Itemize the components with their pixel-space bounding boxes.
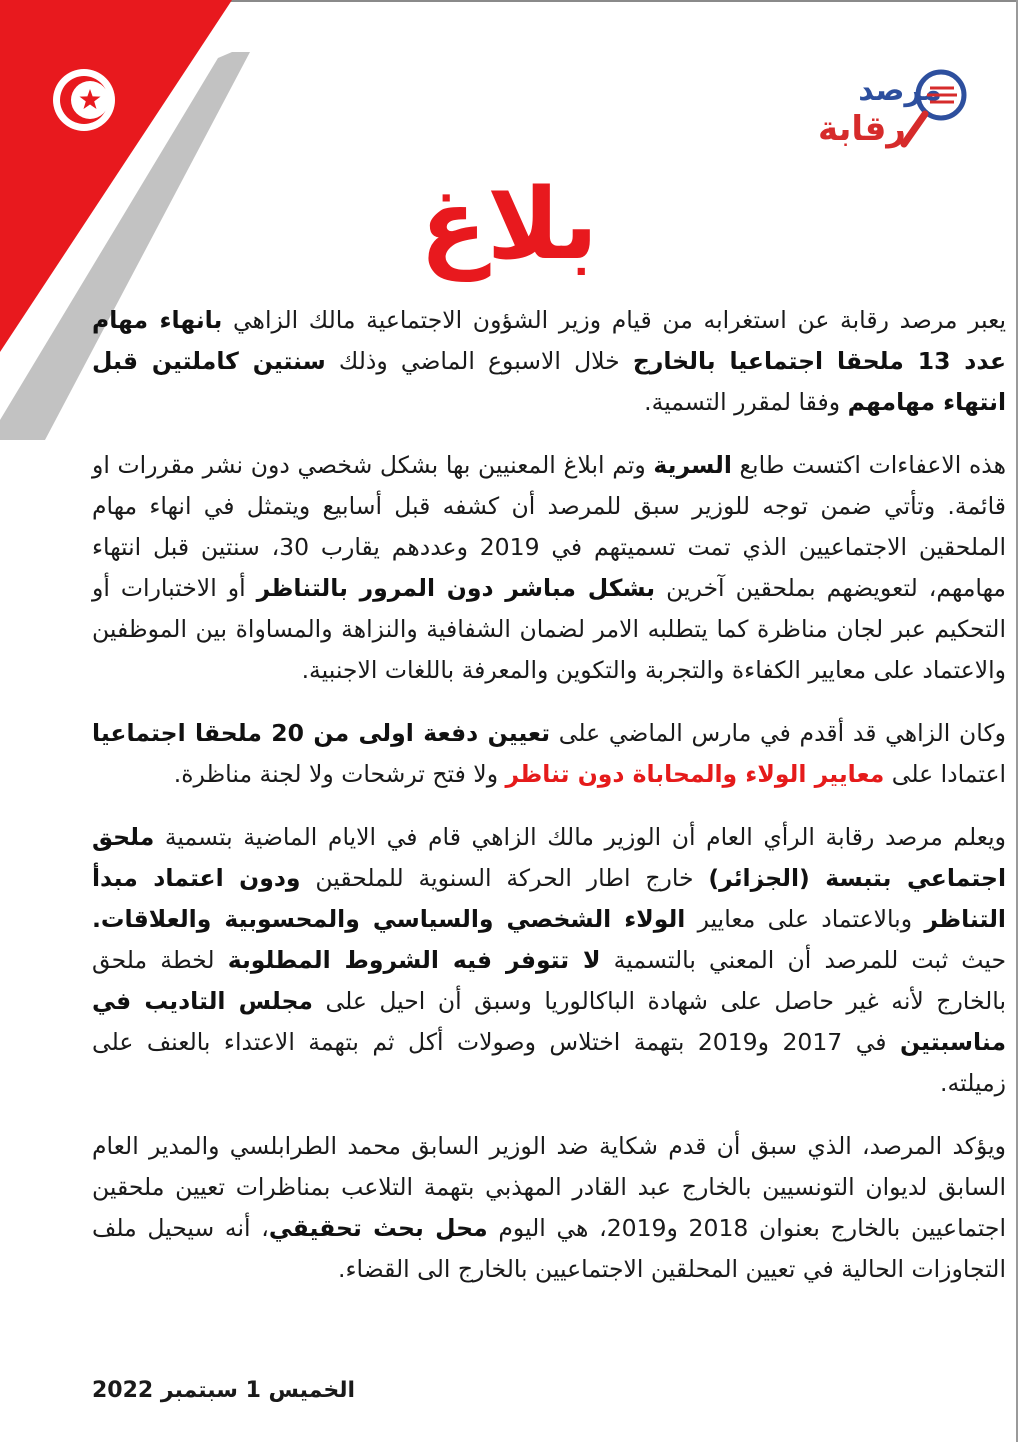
emphasis-text: الولاء الشخصي والسياسي والمحسوبية والعلاقات. — [92, 905, 686, 933]
emphasis-text: بانهاء مهام عدد 13 ملحقا اجتماعيا بالخارج — [92, 306, 1006, 375]
body-text: وكان الزاهي قد أقدم في مارس الماضي على — [550, 719, 1006, 747]
emphasis-text: محل بحث تحقيقي — [268, 1214, 488, 1242]
tunisia-flag-emblem-icon — [53, 69, 115, 131]
paragraph — [92, 817, 1006, 1104]
emphasis-text: ودون اعتماد مبدأ التناظر — [92, 864, 1006, 933]
paragraph — [92, 1126, 1006, 1290]
body-text: وتم ابلاغ المعنيين بها بشكل شخصي دون نشر مقررات او قائمة. وتأتي ضمن توجه للوزير سبق للمرصد أن كشفه قبل أسابيع ويتمثل في انهاء مهام الملحقين الاجتماعيين الذي تمت تسميتهم في 2019 وعددهم يقارب 30، سنتين قبل انتهاء مهامهم، لتعويضهم بملحقين آخرين — [92, 451, 1006, 602]
body-text: ويؤكد المرصد، الذي سبق أن قدم شكاية ضد الوزير السابق محمد الطرابلسي والمدير العام السابق لديوان التونسيين بالخارج عبد القادر المهذبي بتهمة التلاعب بمناظرات تعيين ملحقين اجتماعيين بالخارج بعنوان 2018 و2019، هي اليوم — [92, 1132, 1006, 1242]
document-date: الخميس 1 سبتمبر 2022 — [92, 1378, 356, 1403]
body-text: ويعلم مرصد رقابة الرأي العام أن الوزير مالك الزاهي قام في الايام الماضية بتسمية — [154, 823, 1006, 851]
paragraph — [92, 445, 1006, 691]
body-text: هذه الاعفاءات اكتست طابع — [731, 451, 1006, 479]
body-text: وبالاعتماد على معايير — [685, 905, 925, 933]
logo-line1: مرصد — [858, 73, 942, 108]
body-text: أو الاختبارات أو التحكيم عبر لجان مناظرة كما يتطلبه الامر لضمان الشفافية والنزاهة والمساواة بين الموظفين والاعتماد على معايير الكفاءة والتجربة والتكوين والمعرفة باللغات الاجنبية. — [92, 574, 1006, 684]
body-text: خلال الاسبوع الماضي وذلك — [325, 347, 633, 375]
marsad-raqaba-logo — [800, 62, 980, 152]
highlight-text: معايير الولاء والمحاباة دون تناظر — [505, 760, 885, 788]
emphasis-text: سنتين كاملتين قبل انتهاء مهامهم — [92, 347, 1006, 416]
body-text: اعتمادا على — [884, 760, 1006, 788]
document-title: بلاغ — [419, 168, 599, 282]
emphasis-text: مجلس التاديب في مناسبتين — [92, 987, 1007, 1056]
emphasis-text: ملحق اجتماعي بتبسة (الجزائر) — [92, 823, 1006, 892]
paragraph — [92, 713, 1006, 795]
emphasis-text: لا تتوفر فيه الشروط المطلوبة — [227, 946, 601, 974]
body-text: لخطة ملحق بالخارج لأنه غير حاصل على شهادة الباكالوريا وسبق أن احيل على — [92, 946, 1006, 1015]
emphasis-text: بشكل مباشر دون المرور بالتناظر — [256, 574, 656, 602]
paragraph — [92, 300, 1006, 423]
body-text: وفقا لمقرر التسمية. — [644, 388, 848, 416]
emphasis-text: تعيين دفعة اولى من 20 ملحقا اجتماعيا — [92, 719, 551, 747]
body-text: خارج اطار الحركة السنوية للملحقين — [300, 864, 709, 892]
body-text: ولا فتح ترشحات ولا لجنة مناظرة. — [173, 760, 506, 788]
body-text: يعبر مرصد رقابة عن استغرابه من قيام وزير الشؤون الاجتماعية مالك الزاهي — [222, 306, 1006, 334]
body-text: حيث ثبت للمرصد أن المعني بالتسمية — [600, 946, 1006, 974]
document-body — [92, 300, 1006, 1312]
body-text: في 2017 و2019 بتهمة اختلاس وصولات أكل ثم بتهمة الاعتداء بالعنف على زميلته. — [92, 1028, 1006, 1097]
emphasis-text: السرية — [653, 451, 732, 479]
logo-line2: رقابة — [818, 109, 906, 149]
body-text: ، أنه سيحيل ملف التجاوزات الحالية في تعيين المحلقين الاجتماعيين بالخارج الى القضاء. — [92, 1214, 1006, 1283]
